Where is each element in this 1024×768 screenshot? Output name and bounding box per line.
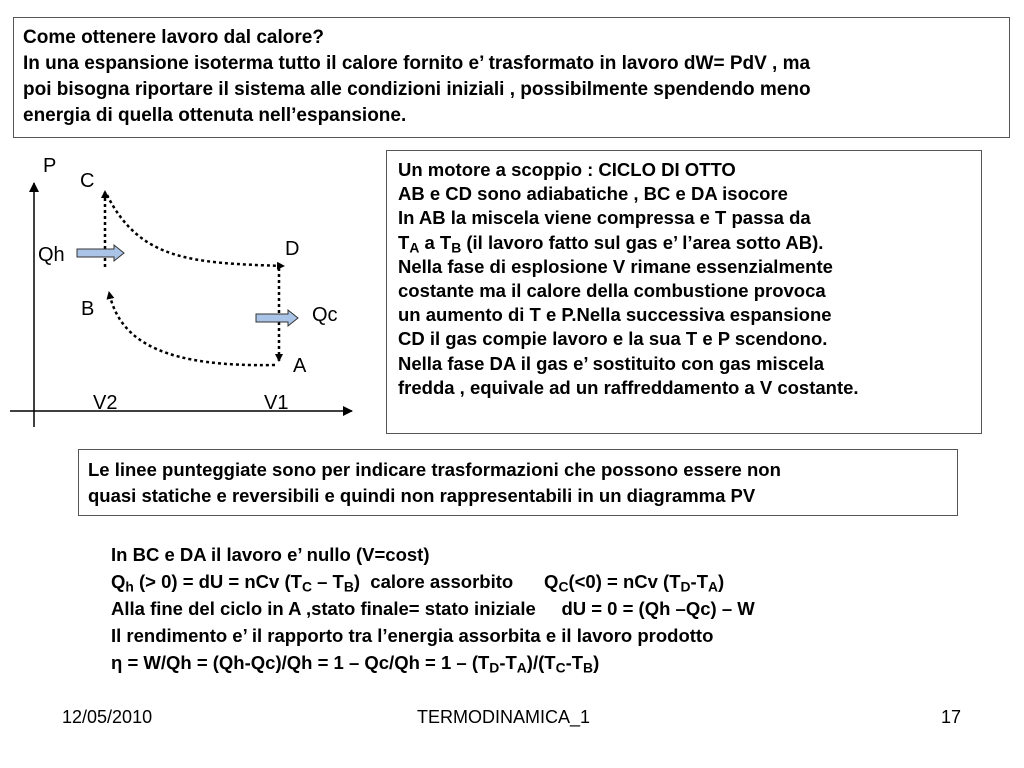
otto-line-9: Nella fase DA il gas e’ sostituito con gas miscela xyxy=(398,352,824,374)
note-line-1: Le linee punteggiate sono per indicare trasformazioni che possono essere non xyxy=(88,459,781,480)
equation-line-1: In BC e DA il lavoro e’ nullo (V=cost) xyxy=(111,544,430,565)
note-line-2: quasi statiche e reversibili e quindi non rappresentabili in un diagramma PV xyxy=(88,485,756,506)
equations-block xyxy=(111,541,755,676)
equation-line-3: Alla fine del ciclo in A ,stato finale= stato iniziale dU = 0 = (Qh –Qc) – W xyxy=(111,598,755,619)
qc-arrow-icon xyxy=(256,310,298,326)
equation-line-2: $Q_h$ (> 0) = dU = nCv $(T_C - T_B)$ calore assorbito $Q_C(<0)$ = nCv $(T_D-T_A)$ xyxy=(111,571,725,595)
otto-line-8: CD il gas compie lavoro e la sua T e P scendono. xyxy=(398,328,828,350)
footer-title: TERMODINAMICA_1 xyxy=(417,707,591,727)
label-point-b: B xyxy=(81,298,95,320)
intro-line-2: poi bisogna riportare il sistema alle condizioni iniziali , possibilmente spendendo meno xyxy=(23,79,811,100)
equation-line-5: $\eta = W/Qh = (Qh-Qc)/Qh = 1 - Qc/Qh = 1 - (T_D-T_A)/(T_C-T_B)$ xyxy=(111,652,600,676)
footer-date: 12/05/2010 xyxy=(62,707,153,727)
label-v1: V1 xyxy=(264,392,289,414)
label-qc: Qc xyxy=(312,304,338,326)
label-point-c: C xyxy=(80,170,95,192)
intro-line-1: In una espansione isoterma tutto il calore fornito e’ trasformato in lavoro dW= PdV , ma xyxy=(23,53,811,74)
ab-adiabatic xyxy=(109,292,275,365)
otto-line-4: $T_A$ a $T_B$ (il lavoro fatto sul gas e’ l’area sotto AB). xyxy=(398,231,824,256)
intro-title: Come ottenere lavoro dal calore? xyxy=(23,27,324,48)
label-p: P xyxy=(43,155,57,177)
equation-line-4: Il rendimento e’ il rapporto tra l’energia assorbita e il lavoro prodotto xyxy=(111,625,714,646)
intro-line-3: energia di quella ottenuta nell’espansione. xyxy=(23,105,407,126)
otto-cycle-box xyxy=(386,150,982,434)
label-v2: V2 xyxy=(93,392,118,414)
otto-line-2: AB e CD sono adiabatiche , BC e DA isocore xyxy=(398,183,788,205)
pv-diagram xyxy=(0,145,380,435)
label-point-d: D xyxy=(285,238,300,260)
otto-line-7: un aumento di T e P.Nella successiva espansione xyxy=(398,304,832,326)
otto-line-6: costante ma il calore della combustione provoca xyxy=(398,280,826,302)
note-box xyxy=(78,449,958,516)
otto-line-10: fredda , equivale ad un raffreddamento a V costante. xyxy=(398,376,859,398)
cd-adiabatic xyxy=(107,195,284,266)
otto-line-5: Nella fase di esplosione V rimane essenzialmente xyxy=(398,255,833,277)
qh-arrow-icon xyxy=(77,245,124,261)
otto-line-1: Un motore a scoppio : CICLO DI OTTO xyxy=(398,159,736,180)
footer-page-number: 17 xyxy=(941,707,962,727)
label-qh: Qh xyxy=(38,244,65,266)
intro-box xyxy=(13,17,1010,138)
otto-line-3: In AB la miscela viene compressa e T passa da xyxy=(398,207,811,229)
label-point-a: A xyxy=(293,355,307,377)
